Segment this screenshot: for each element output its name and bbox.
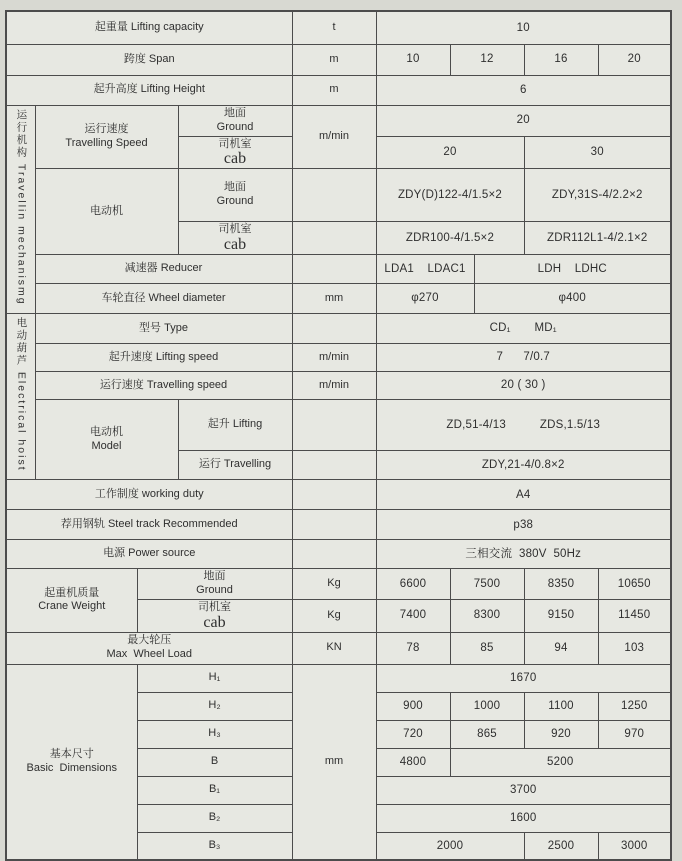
power-source-value: 三相交流 380V 50Hz (376, 540, 671, 569)
dimension-b-value-2: 5200 (450, 748, 671, 776)
span-value-1: 10 (376, 44, 450, 75)
travelling-speed-cab-value-2: 30 (524, 136, 671, 169)
travel-motor-cab-value-2: ZDR112L1-4/2.1×2 (524, 222, 671, 255)
travel-motor-label: 电动机 (35, 169, 178, 255)
table-row (6, 254, 671, 283)
power-source-label: 电源 Power source (6, 540, 292, 569)
hoist-lifting-speed-value: 7 7/0.7 (376, 343, 671, 371)
max-wheel-load-unit: KN (292, 632, 376, 664)
table-row (6, 480, 671, 510)
table-row (6, 105, 671, 136)
dimensions-unit: mm (292, 664, 376, 860)
dimension-b1-value: 3700 (376, 776, 671, 804)
table-row (6, 664, 671, 692)
crane-weight-cab-value-1: 7400 (376, 599, 450, 632)
basic-dimensions-label: 基本尺寸 Basic Dimensions (6, 664, 137, 860)
wheel-diameter-value-2: φ400 (474, 283, 671, 313)
table-row (6, 399, 671, 450)
steel-track-value: p38 (376, 510, 671, 540)
section-travelling-mechanism: 运行机构 Travellin mechanismg (6, 105, 35, 313)
crane-weight-ground-value-4: 10650 (598, 569, 671, 600)
span-label: 跨度 Span (6, 44, 292, 75)
span-value-3: 16 (524, 44, 598, 75)
dimension-b3-sublabel: B₃ (137, 832, 292, 860)
hoist-motor-lifting-value: ZD,51-4/13 ZDS,1.5/13 (376, 399, 671, 450)
hoist-travelling-speed-unit: m/min (292, 371, 376, 399)
reducer-label: 减速器 Reducer (35, 254, 292, 283)
max-wheel-load-value-4: 103 (598, 632, 671, 664)
unit-empty (292, 480, 376, 510)
hoist-travelling-speed-label: 运行速度 Travelling speed (35, 371, 292, 399)
unit-empty (292, 451, 376, 480)
span-value-2: 12 (450, 44, 524, 75)
dimension-h1-value: 1670 (376, 664, 671, 692)
dimension-b1-sublabel: B₁ (137, 776, 292, 804)
dimension-h3-value-4: 970 (598, 720, 671, 748)
dimension-h2-value-3: 1100 (524, 692, 598, 720)
crane-spec-table (5, 10, 672, 861)
dimension-b3-value-3: 3000 (598, 832, 671, 860)
dimension-h3-value-2: 865 (450, 720, 524, 748)
dimension-h2-sublabel: H₂ (137, 692, 292, 720)
dimension-b3-value-1: 2000 (376, 832, 524, 860)
unit-empty (292, 510, 376, 540)
crane-weight-ground-value-1: 6600 (376, 569, 450, 600)
working-duty-label: 工作制度 working duty (6, 480, 292, 510)
table-row (6, 75, 671, 105)
reducer-value-1: LDA1 LDAC1 (376, 254, 474, 283)
travelling-speed-unit: m/min (292, 105, 376, 169)
hoist-motor-label: 电动机 Model (35, 399, 178, 479)
working-duty-value: A4 (376, 480, 671, 510)
table-row (6, 283, 671, 313)
dimension-b-value-1: 4800 (376, 748, 450, 776)
hoist-motor-travelling-value: ZDY,21-4/0.8×2 (376, 451, 671, 480)
max-wheel-load-label: 最大轮压 Max Wheel Load (6, 632, 292, 664)
table-row (6, 44, 671, 75)
dimension-b-sublabel: B (137, 748, 292, 776)
unit-empty (292, 254, 376, 283)
spec-table-body (6, 11, 671, 860)
hoist-motor-travelling-sublabel: 运行 Travelling (178, 451, 292, 480)
crane-weight-ground-value-3: 8350 (524, 569, 598, 600)
steel-track-label: 荐用钢轨 Steel track Recommended (6, 510, 292, 540)
hoist-travelling-speed-value: 20 ( 30 ) (376, 371, 671, 399)
dimension-h3-sublabel: H₃ (137, 720, 292, 748)
dimension-h3-value-3: 920 (524, 720, 598, 748)
unit-empty (292, 169, 376, 222)
dimension-h2-value-4: 1250 (598, 692, 671, 720)
wheel-diameter-unit: mm (292, 283, 376, 313)
unit-empty (292, 540, 376, 569)
unit-empty (292, 222, 376, 255)
hoist-type-label: 型号 Type (35, 313, 292, 343)
lifting-height-unit: m (292, 75, 376, 105)
table-row (6, 510, 671, 540)
max-wheel-load-value-2: 85 (450, 632, 524, 664)
crane-weight-cab-value-4: 11450 (598, 599, 671, 632)
dimension-h1-sublabel: H₁ (137, 664, 292, 692)
hoist-motor-lifting-sublabel: 起升 Lifting (178, 399, 292, 450)
section-electrical-hoist: 电动葫芦 Electrical hoist (6, 313, 35, 479)
dimension-b2-sublabel: B₂ (137, 804, 292, 832)
span-unit: m (292, 44, 376, 75)
table-row (6, 313, 671, 343)
crane-weight-ground-value-2: 7500 (450, 569, 524, 600)
lifting-height-label: 起升高度 Lifting Height (6, 75, 292, 105)
lifting-capacity-value: 10 (376, 11, 671, 44)
lifting-capacity-unit: t (292, 11, 376, 44)
travelling-speed-label: 运行速度 Travelling Speed (35, 105, 178, 169)
span-value-4: 20 (598, 44, 671, 75)
cab-sublabel: 司机室 cab (137, 599, 292, 632)
hoist-lifting-speed-label: 起升速度 Lifting speed (35, 343, 292, 371)
travel-motor-ground-value-1: ZDY(D)122-4/1.5×2 (376, 169, 524, 222)
travel-motor-cab-value-1: ZDR100-4/1.5×2 (376, 222, 524, 255)
hoist-type-value: CD₁ MD₁ (376, 313, 671, 343)
max-wheel-load-value-3: 94 (524, 632, 598, 664)
ground-sublabel: 地面 Ground (178, 169, 292, 222)
dimension-h3-value-1: 720 (376, 720, 450, 748)
hoist-lifting-speed-unit: m/min (292, 343, 376, 371)
wheel-diameter-label: 车轮直径 Wheel diameter (35, 283, 292, 313)
dimension-h2-value-2: 1000 (450, 692, 524, 720)
table-row (6, 343, 671, 371)
unit-empty (292, 313, 376, 343)
crane-weight-label: 起重机质量 Crane Weight (6, 569, 137, 632)
travelling-speed-ground-value: 20 (376, 105, 671, 136)
lifting-height-value: 6 (376, 75, 671, 105)
cab-sublabel: 司机室 cab (178, 222, 292, 255)
cab-sublabel: 司机室 cab (178, 136, 292, 169)
crane-weight-cab-value-2: 8300 (450, 599, 524, 632)
crane-weight-cab-unit: Kg (292, 599, 376, 632)
travelling-speed-cab-value-1: 20 (376, 136, 524, 169)
table-row (6, 632, 671, 664)
crane-weight-ground-unit: Kg (292, 569, 376, 600)
table-row (6, 569, 671, 600)
dimension-b3-value-2: 2500 (524, 832, 598, 860)
table-row (6, 169, 671, 222)
travel-motor-ground-value-2: ZDY,31S-4/2.2×2 (524, 169, 671, 222)
max-wheel-load-value-1: 78 (376, 632, 450, 664)
table-row (6, 371, 671, 399)
table-row (6, 11, 671, 44)
ground-sublabel: 地面 Ground (137, 569, 292, 600)
reducer-value-2: LDH LDHC (474, 254, 671, 283)
dimension-h2-value-1: 900 (376, 692, 450, 720)
unit-empty (292, 399, 376, 450)
crane-weight-cab-value-3: 9150 (524, 599, 598, 632)
lifting-capacity-label: 起重量 Lifting capacity (6, 11, 292, 44)
dimension-b2-value: 1600 (376, 804, 671, 832)
wheel-diameter-value-1: φ270 (376, 283, 474, 313)
table-row (6, 540, 671, 569)
ground-sublabel: 地面 Ground (178, 105, 292, 136)
